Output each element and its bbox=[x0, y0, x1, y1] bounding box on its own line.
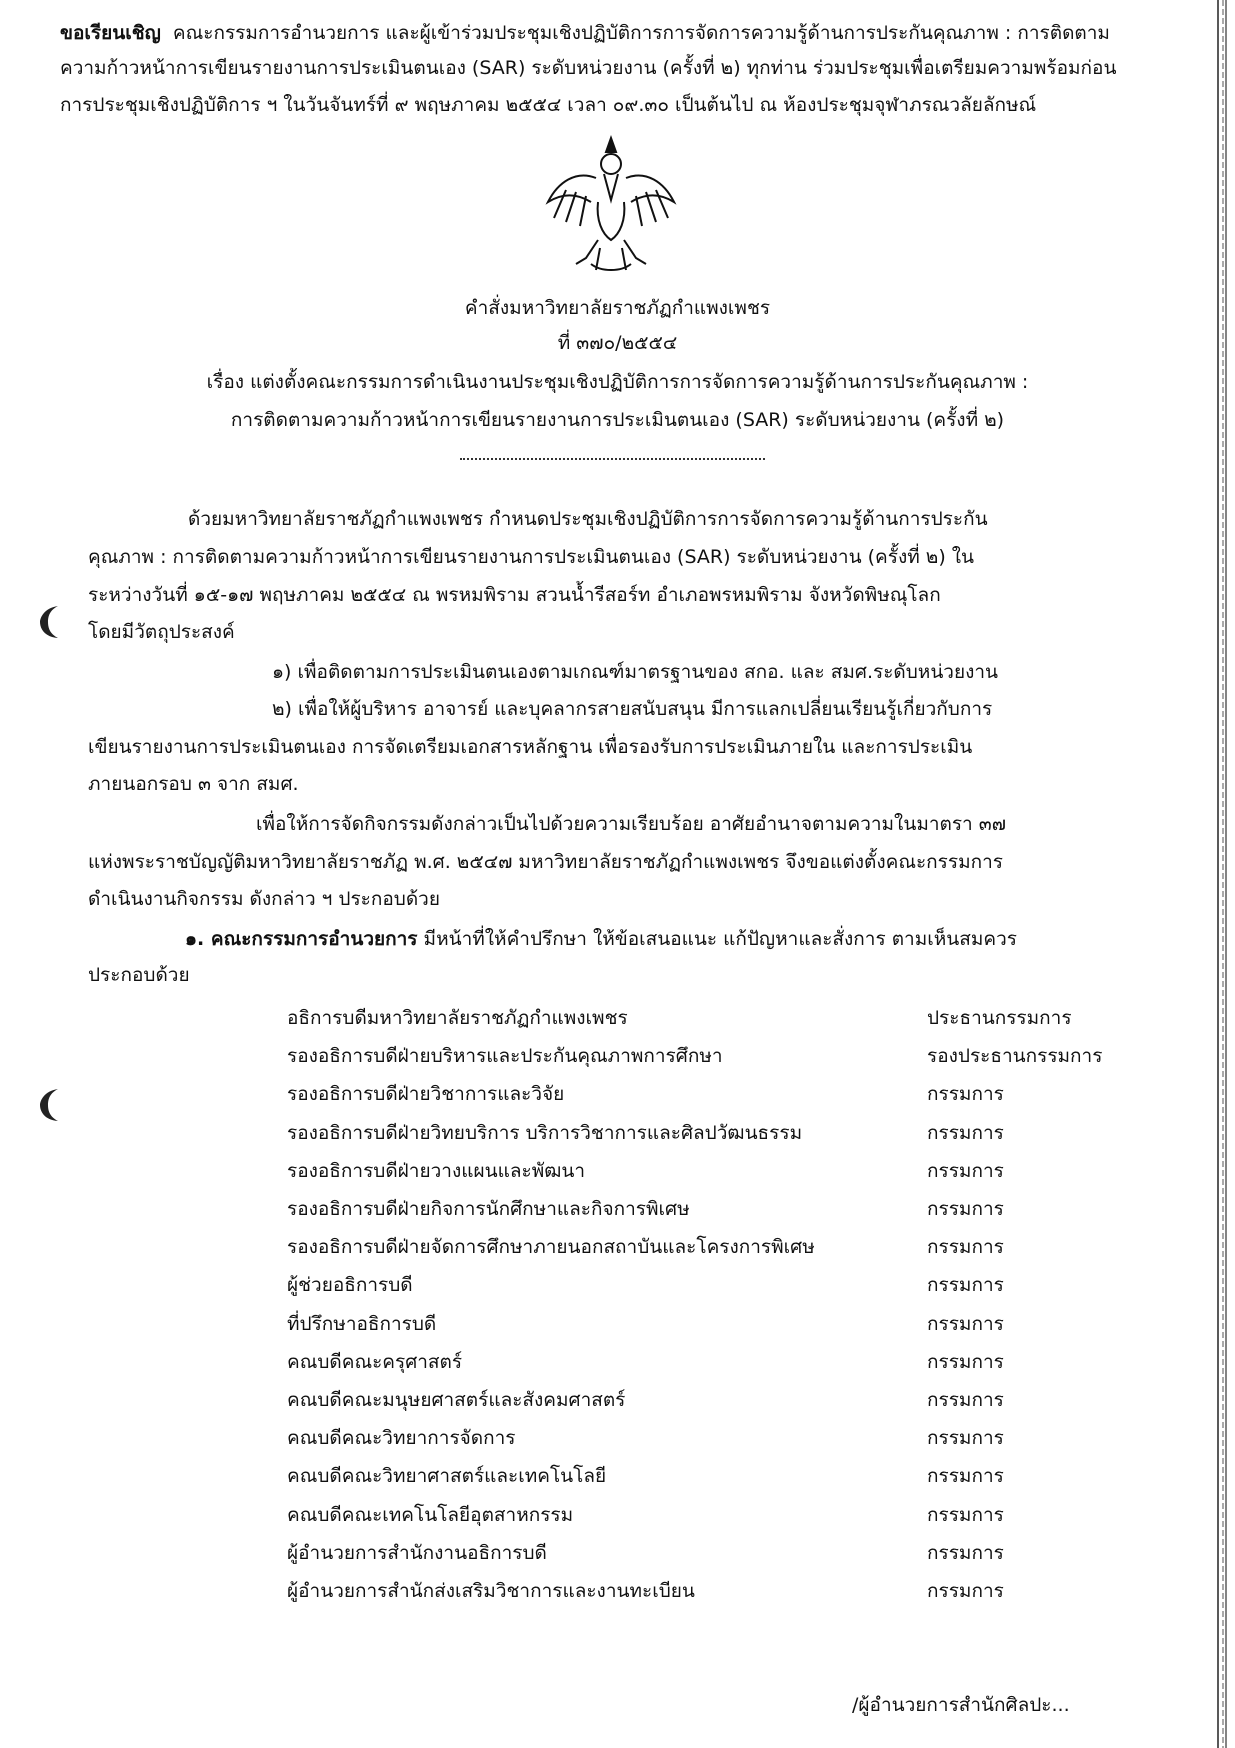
member-position: คณบดีคณะมนุษยศาสตร์และสังคมศาสตร์ bbox=[287, 1389, 626, 1411]
committee-1-line-2: ประกอบด้วย bbox=[88, 964, 190, 986]
member-role: กรรมการ bbox=[927, 1541, 1004, 1564]
member-position: รองอธิการบดีฝ่ายวิชาการและวิจัย bbox=[287, 1083, 565, 1106]
member-position: คณบดีคณะครุศาสตร์ bbox=[287, 1350, 463, 1373]
body-paragraph-1-line-4: โดยมีวัตถุประสงค์ bbox=[88, 621, 235, 643]
member-row bbox=[287, 1232, 1107, 1260]
member-row bbox=[287, 1500, 1107, 1528]
member-position: ผู้อำนวยการสำนักส่งเสริมวิชาการและงานทะเบียน bbox=[287, 1580, 695, 1602]
punch-hole-mark bbox=[38, 1087, 64, 1123]
body-paragraph-2-line-3: ดำเนินงานกิจกรรม ดังกล่าว ฯ ประกอบด้วย bbox=[88, 888, 440, 910]
order-subject-line-1: เรื่อง แต่งตั้งคณะกรรมการดำเนินงานประชุมเชิงปฏิบัติการการจัดการความรู้ด้านการประกันคุณภาพ : bbox=[206, 371, 1029, 393]
member-position: อธิการบดีมหาวิทยาลัยราชภัฏกำแพงเพชร bbox=[287, 1007, 628, 1029]
member-position: ผู้ช่วยอธิการบดี bbox=[287, 1274, 413, 1297]
member-position: รองอธิการบดีฝ่ายวิทยบริการ บริการวิชาการและศิลปวัฒนธรรม bbox=[287, 1121, 803, 1144]
member-role: กรรมการ bbox=[927, 1236, 1004, 1259]
committee-1-duty: มีหน้าที่ให้คำปรึกษา ให้ข้อเสนอแนะ แก้ปัญหาและสั่งการ ตามเห็นสมควร bbox=[417, 928, 1017, 950]
member-row bbox=[287, 1347, 1107, 1375]
member-role: กรรมการ bbox=[927, 1083, 1004, 1106]
invitation-line-2: ความก้าวหน้าการเขียนรายงานการประเมินตนเอง (SAR) ระดับหน่วยงาน (ครั้งที่ ๒) ทุกท่าน ร่วมประชุมเพื่อเตรียมความพร้อมก่อน bbox=[60, 57, 1117, 79]
member-position: รองอธิการบดีฝ่ายจัดการศึกษาภายนอกสถาบันและโครงการพิเศษ bbox=[287, 1236, 815, 1259]
member-row bbox=[287, 1079, 1107, 1107]
member-position: รองอธิการบดีฝ่ายวางแผนและพัฒนา bbox=[287, 1159, 586, 1182]
member-row bbox=[287, 1003, 1107, 1031]
member-role: กรรมการ bbox=[927, 1427, 1004, 1450]
member-row bbox=[287, 1576, 1107, 1604]
member-role: กรรมการ bbox=[927, 1274, 1004, 1297]
objective-2-line-2: เขียนรายงานการประเมินตนเอง การจัดเตรียมเอกสารหลักฐาน เพื่อรองรับการประเมินภายใน และการประเมิน bbox=[88, 736, 973, 758]
member-role: กรรมการ bbox=[927, 1503, 1004, 1526]
member-row bbox=[287, 1309, 1107, 1337]
body-paragraph-1-line-2: คุณภาพ : การติดตามความก้าวหน้าการเขียนรายงานการประเมินตนเอง (SAR) ระดับหน่วยงาน (ครั้งที่ ๒) ใน bbox=[88, 546, 975, 568]
member-position: ที่ปรึกษาอธิการบดี bbox=[287, 1312, 437, 1335]
order-issuer: คำสั่งมหาวิทยาลัยราชภัฏกำแพงเพชร bbox=[464, 297, 771, 319]
body-paragraph-1-line-3: ระหว่างวันที่ ๑๕-๑๗ พฤษภาคม ๒๕๕๔ ณ พรหมพิราม สวนน้ำรีสอร์ท อำเภอพรหมพิราม จังหวัดพิษณุโลก bbox=[88, 584, 941, 606]
member-position: รองอธิการบดีฝ่ายกิจการนักศึกษาและกิจการพิเศษ bbox=[287, 1198, 690, 1220]
member-row bbox=[287, 1156, 1107, 1184]
member-row bbox=[287, 1270, 1107, 1298]
body-paragraph-2-line-2: แห่งพระราชบัญญัติมหาวิทยาลัยราชภัฏ พ.ศ. ๒๕๔๗ มหาวิทยาลัยราชภัฏกำแพงเพชร จึงขอแต่งตั้งคณะกรรมการ bbox=[88, 851, 1003, 873]
body-paragraph-2-line-1: เพื่อให้การจัดกิจกรรมดังกล่าวเป็นไปด้วยความเรียบร้อย อาศัยอำนาจตามความในมาตรา ๓๗ bbox=[256, 813, 1007, 835]
invitation-text: คณะกรรมการอำนวยการ และผู้เข้าร่วมประชุมเชิงปฏิบัติการการจัดการความรู้ด้านการประกันคุณภาพ : การติดตาม bbox=[172, 22, 1110, 44]
member-row bbox=[287, 1118, 1107, 1146]
separator-dots bbox=[460, 458, 765, 460]
invitation-line-3: การประชุมเชิงปฏิบัติการ ฯ ในวันจันทร์ที่ ๙ พฤษภาคม ๒๕๕๔ เวลา ๐๙.๓๐ เป็นต้นไป ณ ห้องประชุมจุฬาภรณวลัยลักษณ์ bbox=[60, 94, 1037, 116]
member-role: กรรมการ bbox=[927, 1580, 1004, 1602]
member-role: ประธานกรรมการ bbox=[927, 1007, 1072, 1029]
member-role: รองประธานกรรมการ bbox=[927, 1045, 1103, 1068]
garuda-emblem-icon bbox=[536, 130, 686, 280]
member-role: กรรมการ bbox=[927, 1159, 1004, 1182]
member-position: คณบดีคณะเทคโนโลยีอุตสาหกรรม bbox=[287, 1503, 574, 1526]
objective-2-line-3: ภายนอกรอบ ๓ จาก สมศ. bbox=[88, 773, 299, 795]
member-row bbox=[287, 1041, 1107, 1069]
objective-2-line-1: ๒) เพื่อให้ผู้บริหาร อาจารย์ และบุคลากรสายสนับสนุน มีการแลกเปลี่ยนเรียนรู้เกี่ยวกับการ bbox=[272, 698, 993, 720]
member-row bbox=[287, 1538, 1107, 1566]
member-role: กรรมการ bbox=[927, 1198, 1004, 1220]
scan-edge bbox=[1215, 0, 1229, 1748]
member-position: รองอธิการบดีฝ่ายบริหารและประกันคุณภาพการศึกษา bbox=[287, 1045, 723, 1068]
member-role: กรรมการ bbox=[927, 1350, 1004, 1373]
member-position: คณบดีคณะวิทยาการจัดการ bbox=[287, 1427, 516, 1450]
member-role: กรรมการ bbox=[927, 1121, 1004, 1144]
member-role: กรรมการ bbox=[927, 1312, 1004, 1335]
committee-1-heading: ๑. คณะกรรมการอำนวยการ bbox=[185, 928, 418, 950]
member-role: กรรมการ bbox=[927, 1389, 1004, 1411]
continuation-note: /ผู้อำนวยการสำนักศิลปะ... bbox=[852, 1694, 1070, 1716]
order-number: ที่ ๓๗๐/๒๕๕๔ bbox=[557, 332, 678, 354]
member-row bbox=[287, 1423, 1107, 1451]
member-position: ผู้อำนวยการสำนักงานอธิการบดี bbox=[287, 1541, 547, 1564]
member-row bbox=[287, 1461, 1107, 1489]
invitation-line-1 bbox=[60, 21, 1110, 45]
member-position: คณบดีคณะวิทยาศาสตร์และเทคโนโลยี bbox=[287, 1465, 607, 1488]
objective-1: ๑) เพื่อติดตามการประเมินตนเองตามเกณฑ์มาตรฐานของ สกอ. และ สมศ.ระดับหน่วยงาน bbox=[272, 661, 999, 683]
body-paragraph-1-line-1: ด้วยมหาวิทยาลัยราชภัฏกำแพงเพชร กำหนดประชุมเชิงปฏิบัติการการจัดการความรู้ด้านการประกัน bbox=[188, 508, 988, 530]
committee-1-line-1 bbox=[185, 927, 1017, 951]
invitation-lead: ขอเรียนเชิญ bbox=[60, 22, 161, 44]
member-row bbox=[287, 1385, 1107, 1413]
member-role: กรรมการ bbox=[927, 1465, 1004, 1488]
punch-hole-mark bbox=[38, 604, 64, 640]
order-subject-line-2: การติดตามความก้าวหน้าการเขียนรายงานการประเมินตนเอง (SAR) ระดับหน่วยงาน (ครั้งที่ ๒) bbox=[230, 409, 1005, 431]
member-row bbox=[287, 1194, 1107, 1222]
